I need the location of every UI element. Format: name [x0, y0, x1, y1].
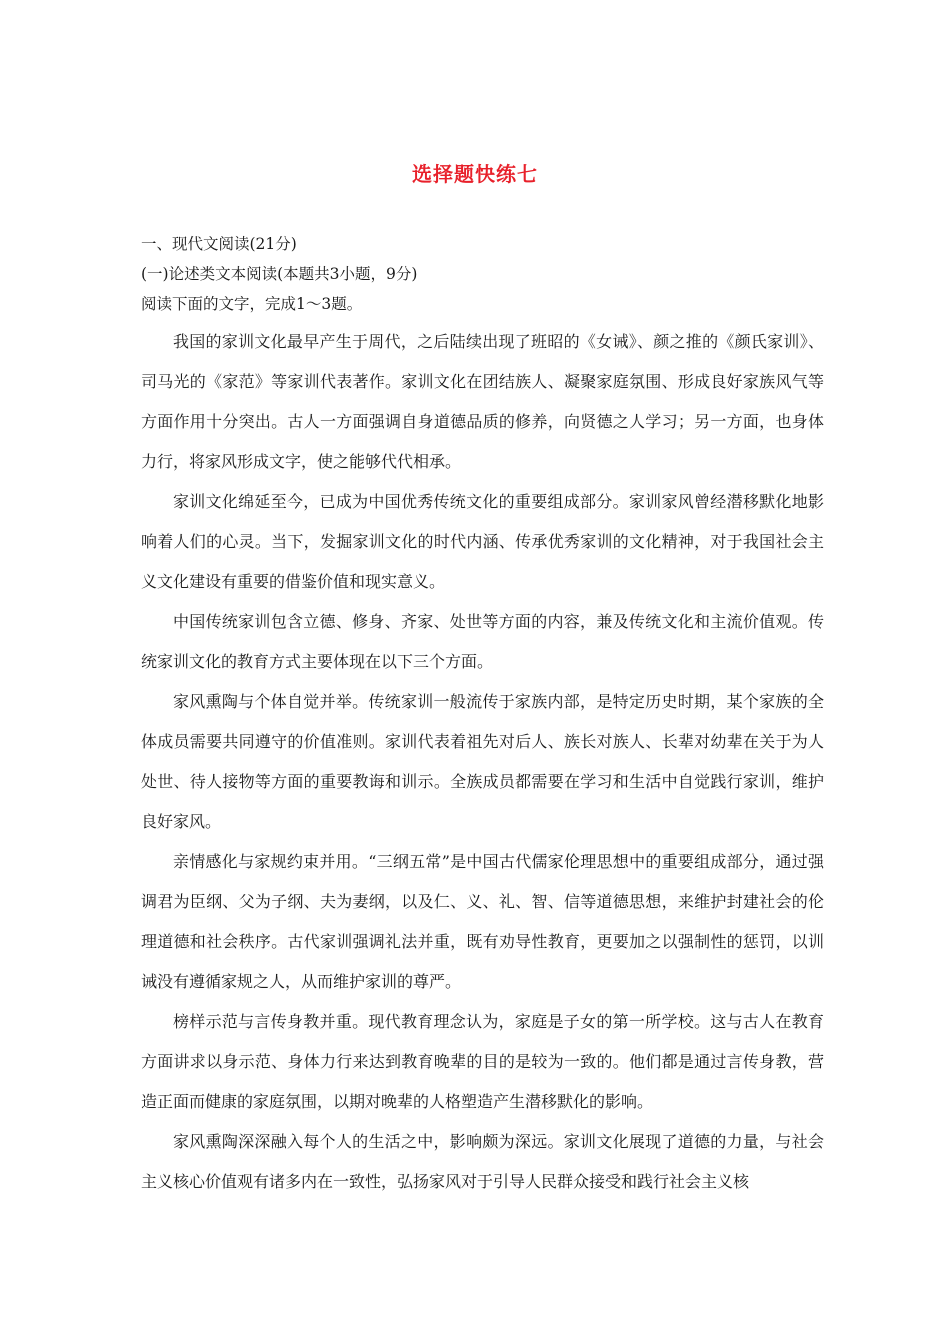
paragraph: 家风熏陶与个体自觉并举。传统家训一般流传于家族内部，是特定历史时期，某个家族的全体成员需要共同遵守的价值准则。家训代表着祖先对后人、族长对族人、长辈对幼辈在关于为人处世、待人接物等方面的重要教诲和训示。全族成员都需要在学习和生活中自觉践行家训，维护良好家风。: [141, 692, 824, 831]
reading-instruction: 阅读下面的文字，完成1～3题。: [141, 295, 363, 313]
paragraph: 我国的家训文化最早产生于周代，之后陆续出现了班昭的《女诫》、颜之推的《颜氏家训》、司马光的《家范》等家训代表著作。家训文化在团结族人、凝聚家庭氛围、形成良好家族风气等方面作用十分突出。古人一方面强调自身道德品质的修养，向贤德之人学习；另一方面，也身体力行，将家风形成文字，使之能够代代相承。: [141, 332, 824, 471]
article-body: [141, 322, 824, 1202]
paragraph: 家训文化绵延至今，已成为中国优秀传统文化的重要组成部分。家训家风曾经潜移默化地影响着人们的心灵。当下，发掘家训文化的时代内涵、传承优秀家训的文化精神，对于我国社会主义文化建设有重要的借鉴价值和现实意义。: [141, 492, 824, 591]
paragraph: 榜样示范与言传身教并重。现代教育理念认为，家庭是子女的第一所学校。这与古人在教育方面讲求以身示范、身体力行来达到教育晚辈的目的是较为一致的。他们都是通过言传身教，营造正面而健康的家庭氛围，以期对晚辈的人格塑造产生潜移默化的影响。: [141, 1012, 824, 1111]
section-heading: 一、现代文阅读(21分): [141, 235, 297, 253]
paragraph: 家风熏陶深深融入每个人的生活之中，影响颇为深远。家训文化展现了道德的力量，与社会主义核心价值观有诸多内在一致性，弘扬家风对于引导人民群众接受和践行社会主义核: [141, 1132, 824, 1191]
paragraph: 中国传统家训包含立德、修身、齐家、处世等方面的内容，兼及传统文化和主流价值观。传统家训文化的教育方式主要体现在以下三个方面。: [141, 612, 824, 671]
document-title: 选择题快练七: [412, 162, 538, 186]
subsection-heading: (一)论述类文本阅读(本题共3小题，9分): [141, 265, 418, 283]
section-header: [141, 229, 821, 319]
paragraph: 亲情感化与家规约束并用。“三纲五常”是中国古代儒家伦理思想中的重要组成部分，通过强调君为臣纲、父为子纲、夫为妻纲，以及仁、义、礼、智、信等道德思想，来维护封建社会的伦理道德和社会秩序。古代家训强调礼法并重，既有劝导性教育，更要加之以强制性的惩罚，以训诫没有遵循家规之人，从而维护家训的尊严。: [141, 852, 824, 991]
